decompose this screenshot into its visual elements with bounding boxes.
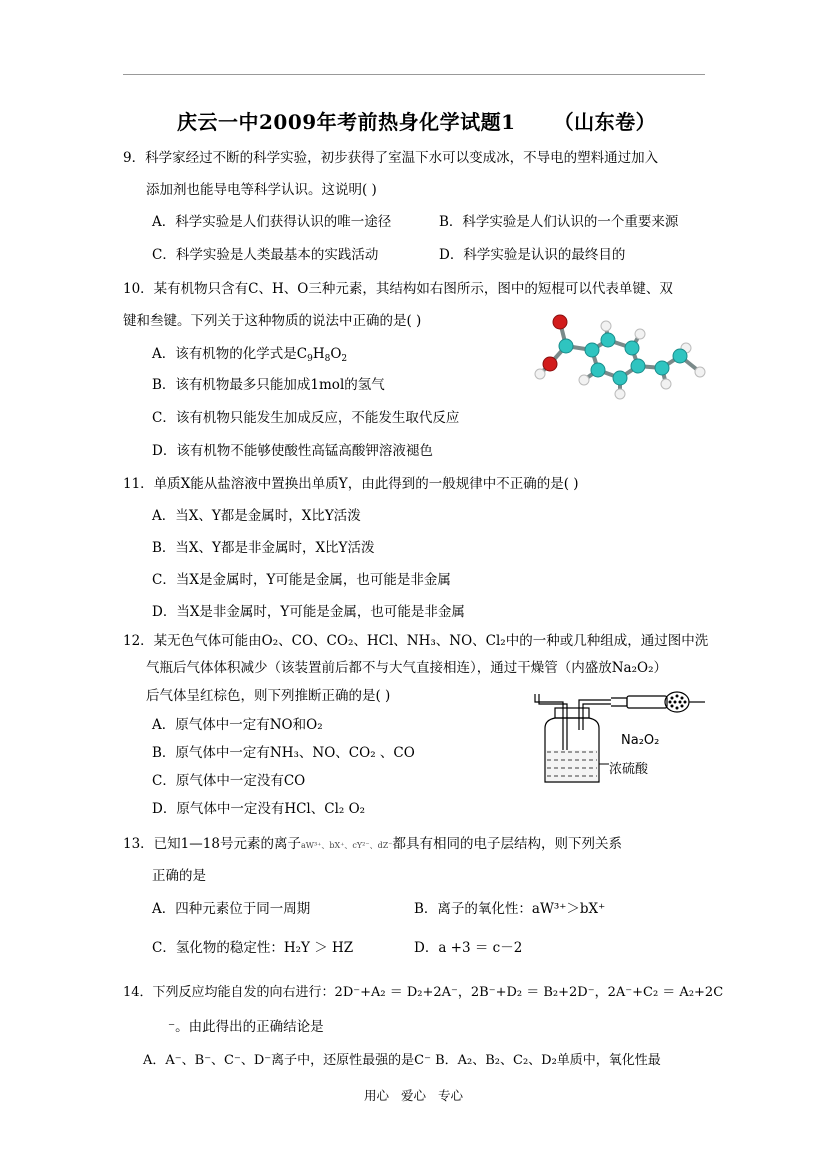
footer-item-1: 用心 — [364, 1088, 390, 1103]
q10-stem-line-1: 10．某有机物只含有C、H、O三种元素，其结构如右图所示，图中的短棍可以代表单键、双 — [123, 281, 673, 297]
title-sub: （山东卷） — [553, 110, 657, 134]
q13-stem-line-2: 正确的是 — [152, 868, 206, 884]
q12-option-b: B．原气体中一定有NH₃、NO、CO₂ 、CO — [152, 745, 415, 761]
q10-option-d: D．该有机物不能够使酸性高锰高酸钾溶液褪色 — [152, 443, 433, 459]
q11-stem: 11．单质X能从盐溶液中置换出单质Y，由此得到的一般规律中不正确的是( ) — [123, 476, 579, 492]
q12-stem-line-2: 气瓶后气体体积减少（该装置前后都不与大气直接相连），通过干燥管（内盛放Na₂O₂） — [146, 660, 668, 676]
q9-option-b: B．科学实验是人们认识的一个重要来源 — [439, 214, 679, 230]
q13-option-d: D．a +3 ＝ c－2 — [414, 940, 523, 956]
q10-option-b: B．该有机物最多只能加成1mol的氢气 — [152, 377, 385, 393]
q12-option-c: C．原气体中一定没有CO — [152, 773, 306, 789]
q10-option-c: C．该有机物只能发生加成反应，不能发生取代反应 — [152, 410, 460, 426]
q13-option-b: B．离子的氧化性：aW³⁺＞bX⁺ — [414, 901, 606, 917]
q10-option-a: A．该有机物的化学式是$C_9H_8O_2$ — [152, 346, 348, 364]
q11-option-d: D．当X是非金属时，Y可能是金属，也可能是非金属 — [152, 604, 465, 620]
page-title — [177, 106, 656, 135]
q11-option-b: B．当X、Y都是非金属时，X比Y活泼 — [152, 540, 375, 556]
q12-stem-line-3: 后气体呈红棕色，则下列推断正确的是( ) — [146, 688, 391, 704]
molecule-model-figure — [520, 308, 720, 408]
q14-line-3: A．A⁻、B⁻、C⁻、D⁻离子中，还原性最强的是C⁻ B．A₂、B₂、C₂、D₂单质中，氧化性最 — [143, 1053, 661, 1068]
q10-stem-line-2: 键和叁键。下列关于这种物质的说法中正确的是( ) — [123, 313, 422, 329]
page-footer — [364, 1086, 475, 1104]
q9-stem-line-2: 添加剂也能导电等科学认识。这说明( ) — [146, 182, 377, 198]
q11-option-a: A．当X、Y都是金属时，X比Y活泼 — [152, 508, 361, 524]
q9-stem-line-1: 9．科学家经过不断的科学实验，初步获得了室温下水可以变成冰，不导电的塑料通过加入 — [123, 150, 659, 166]
q13-option-c: C．氢化物的稳定性：H₂Y ＞ HZ — [152, 940, 354, 956]
q13-stem-line-1: 13．已知1—18号元素的离子aW³⁺、bX⁺、cY²⁻、dZ⁻都具有相同的电子层结构，则下列关系 — [123, 836, 623, 852]
q9-option-c: C．科学实验是人类最基本的实践活动 — [152, 247, 379, 263]
header-rule — [123, 74, 705, 75]
q12-option-a: A．原气体中一定有NO和O₂ — [152, 717, 323, 733]
q12-option-d: D．原气体中一定没有HCl、Cl₂ O₂ — [152, 801, 366, 817]
q14-stem-line-1: 14．下列反应均能自发的向右进行：2D⁻+A₂ ＝ D₂+2A⁻，2B⁻+D₂ ＝ B₂+2D⁻，2A⁻+C₂ ＝ A₂+2C — [123, 985, 724, 1000]
q11-option-c: C．当X是金属时，Y可能是金属，也可能是非金属 — [152, 572, 451, 588]
q9-option-a: A．科学实验是人们获得认识的唯一途径 — [152, 214, 392, 230]
q13-ions: aW³⁺、bX⁺、cY²⁻、dZ⁻ — [300, 841, 393, 850]
title-main: 庆云一中2009年考前热身化学试题1 — [177, 110, 516, 134]
label-na2o2: Na₂O₂ — [621, 733, 660, 748]
q13-option-a: A．四种元素位于同一周期 — [152, 901, 311, 917]
q9-option-d: D．科学实验是认识的最终目的 — [439, 247, 626, 263]
footer-item-2: 爱心 — [401, 1088, 427, 1103]
q14-stem-line-2: ⁻。由此得出的正确结论是 — [168, 1019, 324, 1035]
q12-stem-line-1: 12．某无色气体可能由O₂、CO、CO₂、HCl、NH₃、NO、Cl₂中的一种或几种组成，通过图中洗 — [123, 633, 709, 649]
footer-item-3: 专心 — [438, 1088, 464, 1103]
label-conc-sulfuric-acid: 浓硫酸 — [609, 762, 649, 777]
